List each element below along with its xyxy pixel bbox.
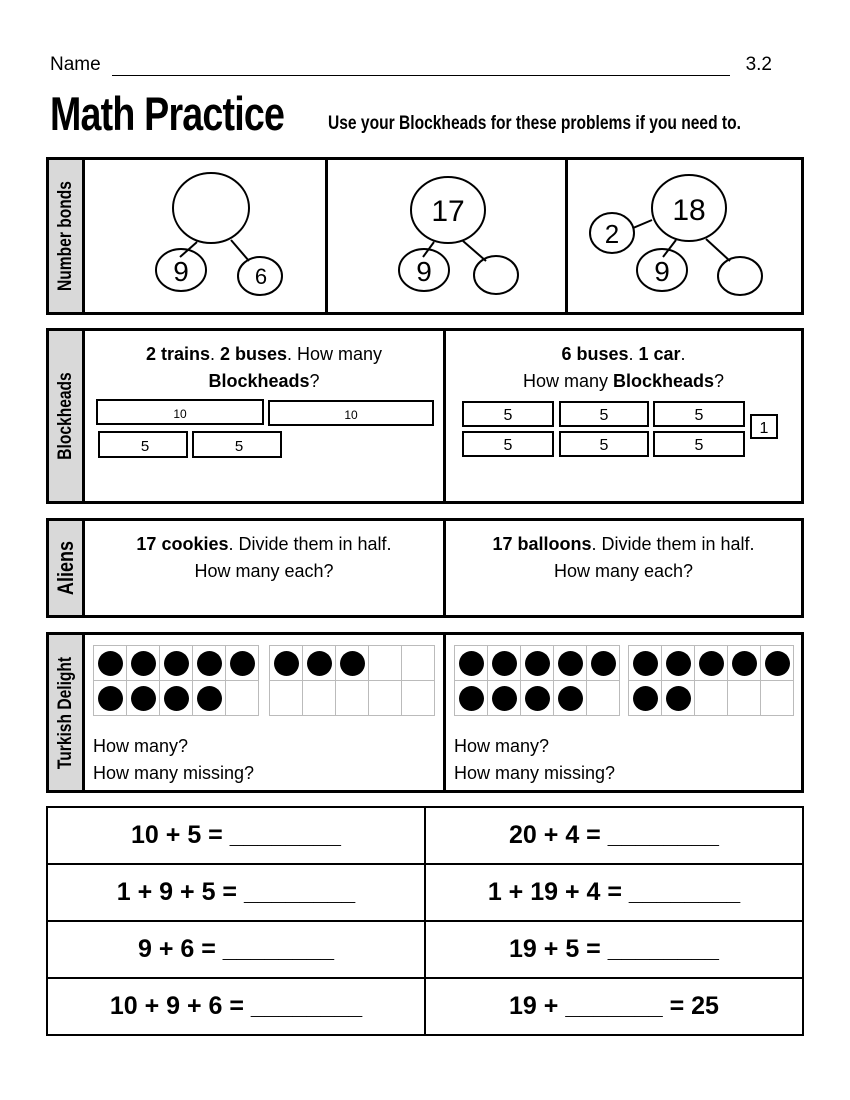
bond-3-extra: 2 <box>604 219 620 249</box>
equation-cell[interactable]: 10 + 5 = ________ <box>47 807 425 864</box>
equation-cell[interactable]: 1 + 9 + 5 = ________ <box>47 864 425 921</box>
counter-dot <box>492 686 517 711</box>
name-input-line[interactable] <box>112 75 730 76</box>
ten-frame-1a <box>93 645 259 716</box>
ten-frame-cell <box>554 646 587 681</box>
counter-dot <box>197 651 222 676</box>
ten-frame-cell <box>521 681 554 716</box>
ten-frame-cell <box>629 681 662 716</box>
number-bond-3 <box>568 160 801 312</box>
name-label: Name <box>50 54 101 75</box>
turkish-delight-section <box>46 632 804 793</box>
counter-dot <box>633 686 658 711</box>
counter-dot <box>666 686 691 711</box>
number-bond-2 <box>328 160 565 312</box>
counter-dot <box>492 651 517 676</box>
aliens-tab: Aliens <box>49 521 85 615</box>
svg-text:5: 5 <box>694 407 704 424</box>
counter-dot <box>197 686 222 711</box>
name-line <box>50 54 772 78</box>
ten-frame-cell <box>369 646 402 681</box>
ten-frame-cell <box>127 646 160 681</box>
ten-frame-1b <box>269 645 435 716</box>
svg-text:5: 5 <box>234 438 244 455</box>
counter-dot <box>131 686 156 711</box>
ten-frame-cell <box>695 646 728 681</box>
bond-1-left: 9 <box>173 256 189 287</box>
ten-frame-cell <box>728 646 761 681</box>
svg-text:5: 5 <box>140 438 150 455</box>
ten-frame-cell <box>455 646 488 681</box>
number-bond-1 <box>85 160 325 312</box>
ten-frame-cell <box>94 681 127 716</box>
turkish-delight-problem-1: How many? How many missing? <box>85 635 443 790</box>
counter-dot <box>666 651 691 676</box>
equation-row <box>47 921 803 978</box>
ten-frame-cell <box>336 681 369 716</box>
aliens-section <box>46 518 804 618</box>
counter-dot <box>307 651 332 676</box>
ten-frame-cell <box>402 646 435 681</box>
counter-dot <box>459 686 484 711</box>
ten-frame-cell <box>303 681 336 716</box>
counter-dot <box>274 651 299 676</box>
ten-frame-cell <box>695 681 728 716</box>
ten-frame-cell <box>303 646 336 681</box>
counter-dot <box>699 651 724 676</box>
svg-text:5: 5 <box>503 437 513 454</box>
blockheads-tab: Blockheads <box>49 331 85 501</box>
ten-frame-cell <box>193 681 226 716</box>
counter-dot <box>591 651 616 676</box>
ten-frame-cell <box>728 681 761 716</box>
ten-frame-cell <box>761 646 794 681</box>
equation-cell[interactable]: 9 + 6 = ________ <box>47 921 425 978</box>
counter-dot <box>765 651 790 676</box>
blockheads-drawing-1 <box>85 395 443 465</box>
ten-frame-cell <box>160 681 193 716</box>
svg-text:5: 5 <box>599 437 609 454</box>
ten-frame-cell <box>587 681 620 716</box>
equation-row <box>47 864 803 921</box>
counter-dot <box>558 651 583 676</box>
page-title: Math Practice <box>50 87 285 140</box>
ten-frame-cell <box>761 681 794 716</box>
equations-table <box>46 806 804 1036</box>
counter-dot <box>633 651 658 676</box>
bond-3-left: 9 <box>654 256 670 287</box>
ten-frame-cell <box>521 646 554 681</box>
svg-text:5: 5 <box>503 407 513 424</box>
ten-frame-cell <box>94 646 127 681</box>
svg-text:1: 1 <box>759 420 769 437</box>
svg-text:5: 5 <box>599 407 609 424</box>
svg-text:5: 5 <box>694 437 704 454</box>
ten-frame-cell <box>402 681 435 716</box>
ten-frame-2a <box>454 645 620 716</box>
lesson-number: 3.2 <box>745 54 772 75</box>
counter-dot <box>98 686 123 711</box>
ten-frame-cell <box>127 681 160 716</box>
bond-3-whole: 18 <box>672 194 706 227</box>
counter-dot <box>164 686 189 711</box>
counter-dot <box>164 651 189 676</box>
subtitle: Use your Blockheads for these problems if you need to. <box>328 113 741 134</box>
ten-frame-cell <box>554 681 587 716</box>
ten-frame-cell <box>193 646 226 681</box>
ten-frame-cell <box>226 681 259 716</box>
counter-dot <box>525 651 550 676</box>
aliens-problem-2: 17 balloons. Divide them in half. How many each? <box>492 534 755 581</box>
bond-2-whole: 17 <box>431 195 465 228</box>
svg-text:10: 10 <box>344 408 358 422</box>
bond-2-left: 9 <box>416 256 432 287</box>
ten-frame-cell <box>336 646 369 681</box>
bond-1-right: 6 <box>254 264 268 289</box>
equation-cell[interactable]: 20 + 4 = ________ <box>425 807 803 864</box>
blockheads-section <box>46 328 804 504</box>
counter-dot <box>98 651 123 676</box>
ten-frame-2b <box>628 645 794 716</box>
equation-cell[interactable]: 1 + 19 + 4 = ________ <box>425 864 803 921</box>
counter-dot <box>340 651 365 676</box>
equation-cell[interactable]: 19 + 5 = ________ <box>425 921 803 978</box>
equation-row <box>47 807 803 864</box>
ten-frame-cell <box>662 646 695 681</box>
ten-frame-cell <box>369 681 402 716</box>
ten-frame-cell <box>587 646 620 681</box>
counter-dot <box>525 686 550 711</box>
ten-frame-cell <box>270 681 303 716</box>
counter-dot <box>459 651 484 676</box>
svg-text:10: 10 <box>173 407 187 421</box>
counter-dot <box>558 686 583 711</box>
number-bonds-tab: Number bonds <box>49 160 85 312</box>
ten-frame-cell <box>488 681 521 716</box>
ten-frame-cell <box>662 681 695 716</box>
equation-cell[interactable]: 19 + _______ = 25 <box>425 978 803 1035</box>
aliens-problem-1: 17 cookies. Divide them in half. How many each? <box>136 534 392 581</box>
ten-frame-cell <box>455 681 488 716</box>
equation-row <box>47 978 803 1035</box>
blockheads-problem-2: 6 buses. 1 car. How many Blockheads? 5 5 5 5 5 5 1 <box>446 331 801 501</box>
counter-dot <box>131 651 156 676</box>
turkish-delight-problem-2: How many? How many missing? <box>446 635 801 790</box>
ten-frame-cell <box>226 646 259 681</box>
equation-cell[interactable]: 10 + 9 + 6 = ________ <box>47 978 425 1035</box>
ten-frame-cell <box>488 646 521 681</box>
counter-dot <box>230 651 255 676</box>
number-bonds-section <box>46 157 804 315</box>
counter-dot <box>732 651 757 676</box>
ten-frame-cell <box>629 646 662 681</box>
ten-frame-cell <box>270 646 303 681</box>
ten-frame-cell <box>160 646 193 681</box>
blockheads-drawing-2 <box>446 395 801 465</box>
turkish-delight-tab: Turkish Delight <box>49 635 85 790</box>
blockheads-problem-1: 2 trains. 2 buses. How many Blockheads? 10 10 5 5 <box>85 331 443 501</box>
